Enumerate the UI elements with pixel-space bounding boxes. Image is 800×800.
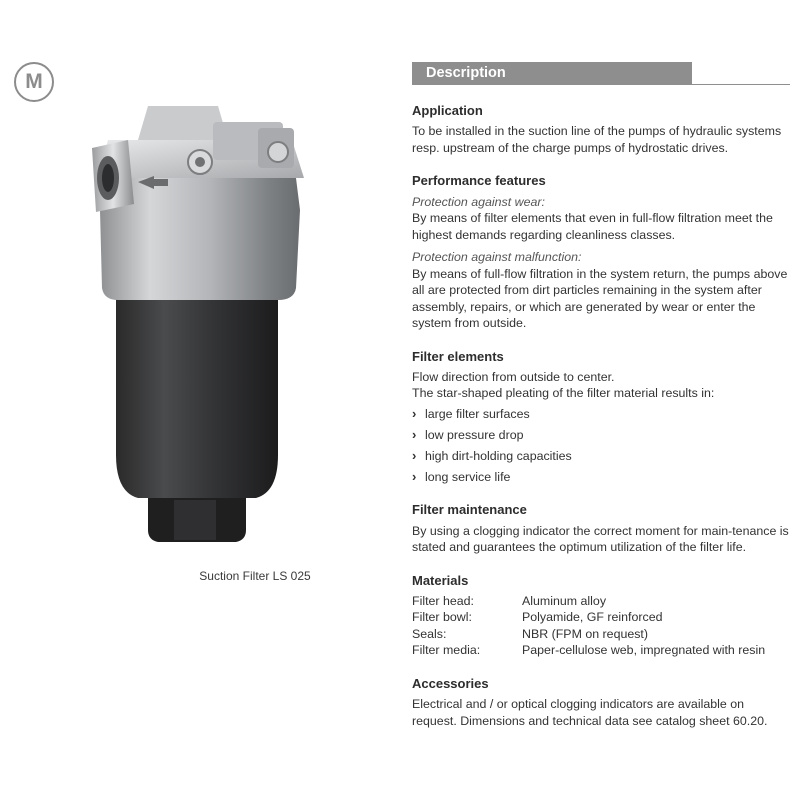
table-row: Filter media: Paper-cellulose web, impregnated with resin bbox=[412, 643, 766, 658]
malfunction-text: By means of full-flow filtration in the system return, the pumps above all are protected from dirt particles remaining in the system after assembly, repairs, or which are generated by wear or enter the system from outside. bbox=[412, 266, 788, 330]
application-heading: Application bbox=[412, 103, 483, 118]
product-caption: Suction Filter LS 025 bbox=[199, 569, 311, 583]
chevron-right-icon: › bbox=[412, 447, 417, 463]
chevron-right-icon: › bbox=[412, 426, 417, 442]
materials-table bbox=[412, 593, 765, 659]
list-item: › high dirt-holding capacities bbox=[412, 447, 572, 463]
header-rule bbox=[692, 84, 790, 85]
application-text: To be installed in the suction line of the pumps of hydraulic systems resp. upstream of the charge pumps of hydrostatic drives. bbox=[412, 124, 782, 155]
filter-elements-line2: The star-shaped pleating of the filter material results in: bbox=[412, 386, 715, 401]
maintenance-heading: Filter maintenance bbox=[412, 502, 527, 518]
suction-filter-image bbox=[78, 100, 330, 560]
accessories-text: Electrical and / or optical clogging indicators are available on request. Dimensions and technical data see catalog sheet 60.20. bbox=[412, 697, 768, 728]
chevron-right-icon: › bbox=[412, 468, 417, 484]
performance-heading: Performance features bbox=[412, 173, 546, 189]
list-item: › long service life bbox=[412, 468, 511, 484]
table-row: Filter bowl: Polyamide, GF reinforced bbox=[412, 610, 663, 625]
feature-list bbox=[412, 406, 790, 486]
materials-heading: Materials bbox=[412, 572, 469, 588]
malfunction-label: Protection against malfunction: bbox=[412, 250, 582, 264]
table-row: Seals: NBR (FPM on request) bbox=[412, 626, 649, 641]
filter-elements-line1: Flow direction from outside to center. bbox=[412, 369, 615, 384]
maintenance-text: By using a clogging indicator the correct moment for main-tenance is stated and guarantees the optimum utilization of the filter life. bbox=[412, 523, 789, 554]
description-header: Description bbox=[412, 62, 692, 85]
accessories-heading: Accessories bbox=[412, 675, 489, 691]
table-row: Filter head: Aluminum alloy bbox=[412, 593, 607, 608]
filter-elements-heading: Filter elements bbox=[412, 348, 504, 364]
list-item: › large filter surfaces bbox=[412, 405, 530, 421]
description-panel bbox=[412, 62, 790, 729]
wear-label: Protection against wear: bbox=[412, 194, 545, 209]
m-badge bbox=[14, 62, 54, 102]
list-item: › low pressure drop bbox=[412, 426, 524, 442]
chevron-right-icon: › bbox=[412, 405, 417, 421]
wear-text: By means of filter elements that even in full-flow filtration meet the highest demands regarding cleanliness classes. bbox=[412, 211, 773, 242]
badge-letter: M bbox=[25, 70, 43, 93]
